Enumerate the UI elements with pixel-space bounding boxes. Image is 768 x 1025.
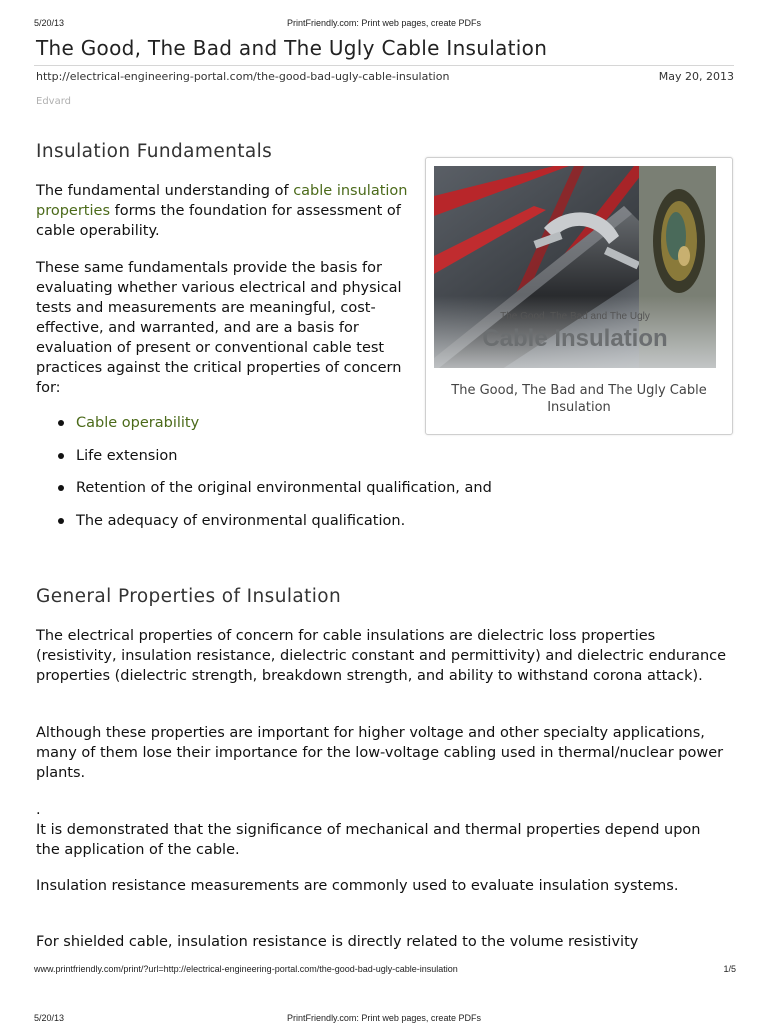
figure-caption: The Good, The Bad and The Ugly Cable Insulation [451,383,707,415]
print-header-title: PrintFriendly.com: Print web pages, create PDFs [287,18,481,28]
image-overlay-large-text: Cable Insulation [482,325,668,352]
paragraph-dot: . [36,802,41,818]
print-date: 5/20/13 [34,18,65,28]
paragraph-shielded-cable: For shielded cable, insulation resistance is directly related to the volume resistivity [36,934,639,950]
list-item [58,412,492,445]
list-item-text: The adequacy of environmental qualification. [76,512,406,529]
page-number: 1/5 [723,964,736,974]
bullet-icon [58,453,64,459]
article-title: The Good, The Bad and The Ugly Cable Insulation [36,36,548,60]
section-heading-insulation-fundamentals: Insulation Fundamentals [36,141,273,162]
print-footer [0,964,768,976]
paragraph-low-voltage: Although these properties are important for higher voltage and other specialty applications, many of them lose their importance for the low-voltage cabling used in thermal/nuclear power plants. [36,725,724,781]
article-date: May 20, 2013 [658,70,734,83]
title-divider [34,65,734,66]
article-url[interactable]: http://electrical-engineering-portal.com/the-good-bad-ugly-cable-insulation [36,70,450,83]
next-page-header [0,1013,768,1025]
cable-insulation-image [434,166,716,368]
paragraph-intro [36,181,411,241]
paragraph-insulation-resistance: Insulation resistance measurements are commonly used to evaluate insulation systems. [36,878,679,894]
paragraph-electrical-properties: The electrical properties of concern for cable insulations are dielectric loss properties (resistivity, insulation resistance, dielectric constant and permittivity) and dielectric endurance properties (dielectric strength, breakdown strength, and ability to withstand corona attack). [36,628,727,684]
paragraph-text: The fundamental understanding of [36,183,294,199]
paragraph-basis: These same fundamentals provide the basis for evaluating whether various electrical and physical tests and measurements are meaningful, cost-effective, and warranted, and are a basis for evaluation of present or conventional cable test practices against the critical properties of concern for: [36,260,402,396]
bullet-icon [58,420,64,426]
properties-bullet-list [58,412,492,542]
list-item [58,510,492,543]
paragraph-mechanical-thermal: It is demonstrated that the significance of mechanical and thermal properties depend upon the application of the cable. [36,822,701,858]
cable-operability-link[interactable]: Cable operability [76,415,200,431]
list-item [58,477,492,510]
next-page-date: 5/20/13 [34,1013,65,1023]
figure-box [425,157,733,435]
list-item-text: Life extension [76,447,178,464]
bullet-icon [58,485,64,491]
section-heading-general-properties: General Properties of Insulation [36,586,342,607]
footer-url: www.printfriendly.com/print/?url=http://electrical-engineering-portal.com/the-good-bad-ugly-cable-insulation [34,964,458,974]
next-page-title: PrintFriendly.com: Print web pages, create PDFs [287,1013,481,1023]
image-overlay-small-text: The Good, The Bad and The Ugly [500,311,650,322]
cable-photo-svg [434,166,716,368]
bullet-icon [58,518,64,524]
print-header [0,18,768,30]
list-item [58,445,492,478]
cable-insulation-properties-link[interactable]: cable insulation properties [36,183,408,219]
paragraph-text: forms the foundation for assessment of cable operability. [36,203,401,239]
article-author: Edvard [36,96,71,107]
list-item-text: Retention of the original environmental qualification, and [76,480,492,496]
